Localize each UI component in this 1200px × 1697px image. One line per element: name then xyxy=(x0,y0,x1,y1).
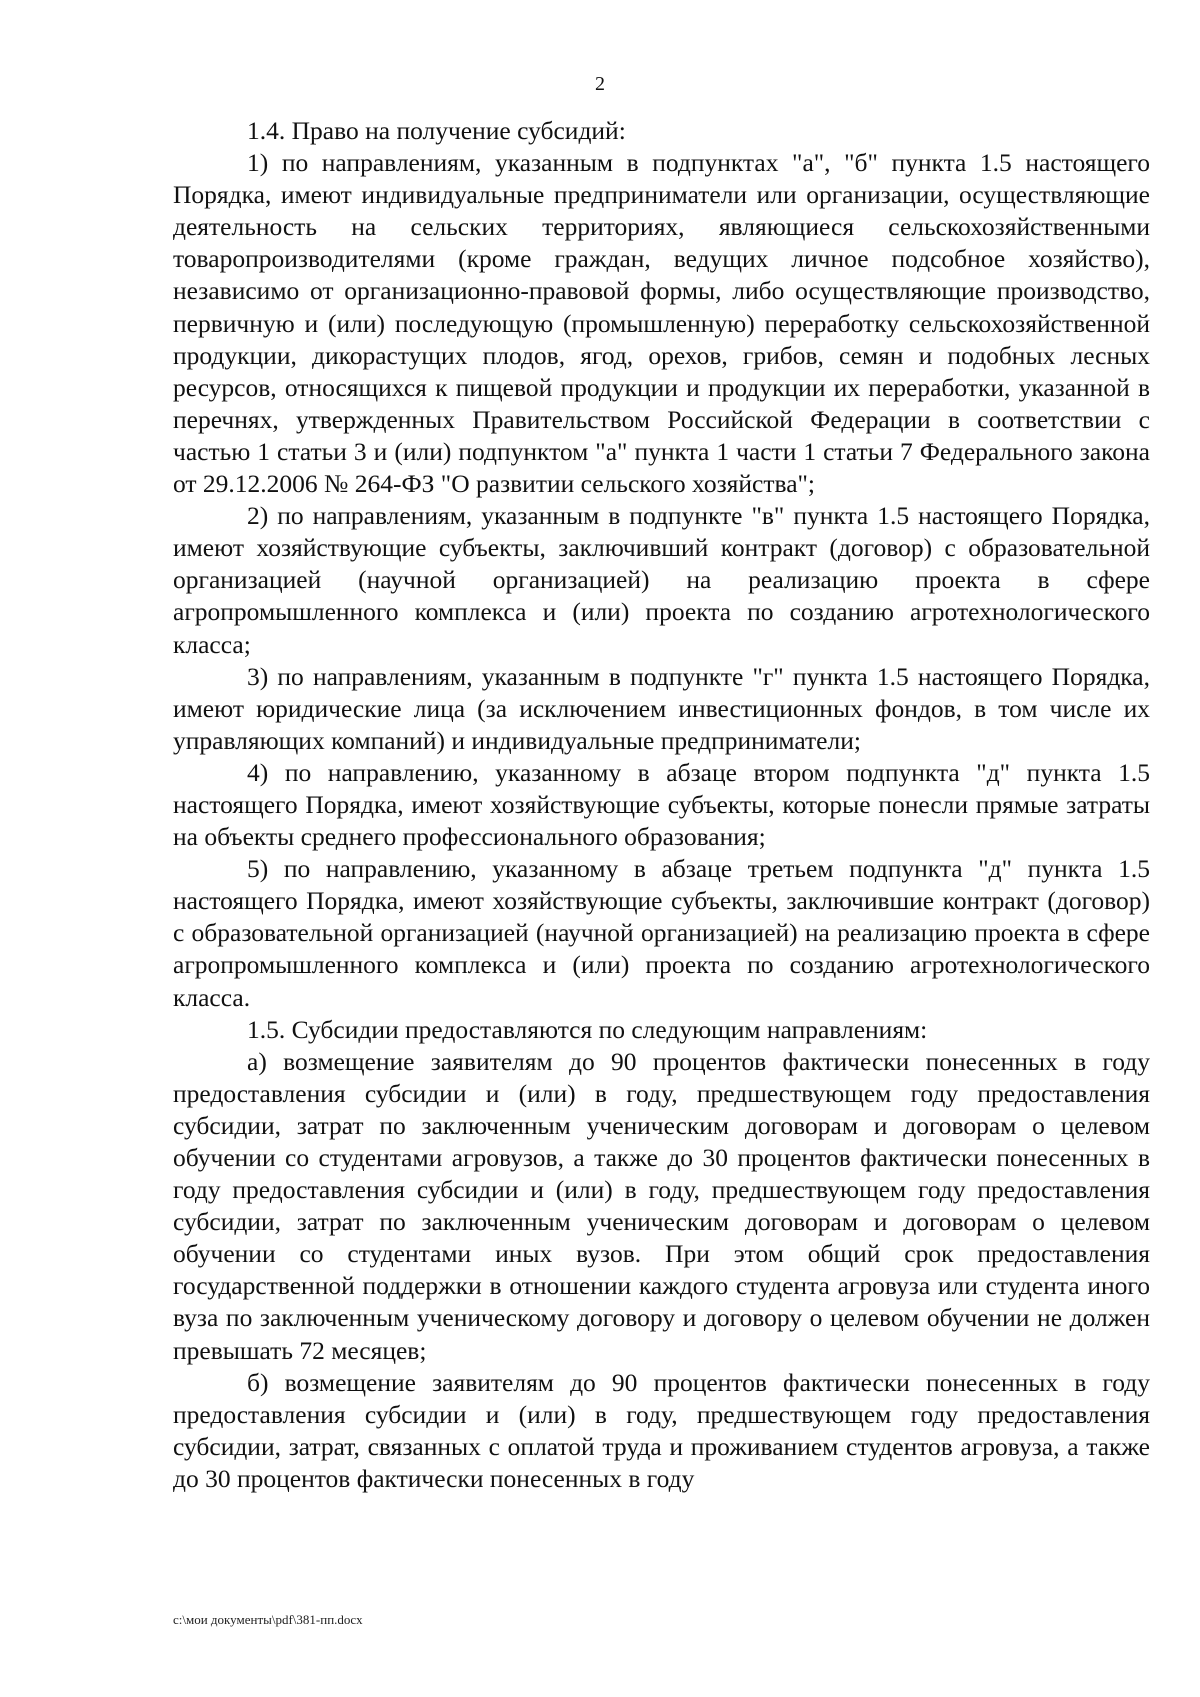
paragraph-1-4-heading: 1.4. Право на получение субсидий: xyxy=(247,116,626,145)
paragraph-item-b: б) возмещение заявителям до 90 процентов фактически понесенных в году предоставления субсидии и (или) в году, предшествующем году предоставления субсидии, затрат, связанных с оплатой труда и проживанием студентов агровуза, а также до 30 процентов фактически понесенных в году xyxy=(173,1367,1150,1493)
paragraph-item-5: 5) по направлению, указанному в абзаце третьем подпункта "д" пункта 1.5 настоящего Порядка, имеют хозяйствующие субъекты, заключившие контракт (договор) с образовательной организацией (научной организацией) на реализацию проекта в сфере агропромышленного комплекса и (или) проекта по созданию агротехнологического класса. xyxy=(173,854,1150,1012)
paragraph-item-3: 3) по направлениям, указанным в подпункте "г" пункта 1.5 настоящего Порядка, имеют юридические лица (за исключением инвестиционных фондов, в том числе их управляющих компаний) и индивидуальные предприниматели; xyxy=(173,661,1150,755)
paragraph-item-1: 1) по направлениям, указанным в подпунктах "а", "б" пункта 1.5 настоящего Порядка, имеют индивидуальные предприниматели или организации, осуществляющие деятельность на сельских территориях, являющиеся сельскохозяйственными товаропроизводителями (кроме граждан, ведущих личное подсобное хозяйство), независимо от организационно-правовой формы, либо осуществляющие производство, первичную и (или) последующую (промышленную) переработку сельскохозяйственной продукции, дикорастущих плодов, ягод, орехов, грибов, семян и подобных лесных ресурсов, относящихся к пищевой продукции и продукции их переработки, указанной в перечнях, утвержденных Правительством Российской Федерации в соответствии с частью 1 статьи 3 и (или) подпунктом "а" пункта 1 части 1 статьи 7 Федерального закона от 29.12.2006 № 264-ФЗ "О развитии сельского хозяйства"; xyxy=(173,148,1150,499)
paragraph-1-5-heading: 1.5. Субсидии предоставляются по следующим направлениям: xyxy=(247,1014,928,1044)
document-body xyxy=(173,115,1150,1495)
paragraph-item-2: 2) по направлениям, указанным в подпункте "в" пункта 1.5 настоящего Порядка, имеют хозяйствующие субъекты, заключивший контракт (договор) с образовательной организацией (научной организацией) на реализацию проекта в сфере агропромышленного комплекса и (или) проекта по созданию агротехнологического класса; xyxy=(173,501,1150,659)
paragraph-item-a: а) возмещение заявителям до 90 процентов фактически понесенных в году предоставления субсидии и (или) в году, предшествующем году предоставления субсидии, затрат по заключенным ученическим договорам и договорам о целевом обучении со студентами агровузов, а также до 30 процентов фактически понесенных в году предоставления субсидии и (или) в году, предшествующем году предоставления субсидии, затрат по заключенным ученическим договорам и договорам о целевом обучении со студентами иных вузов. При этом общий срок предоставления государственной поддержки в отношении каждого студента агровуза или студента иного вуза по заключенным ученическому договору и договору о целевом обучении не должен превышать 72 месяцев; xyxy=(173,1046,1150,1365)
paragraph-item-4: 4) по направлению, указанному в абзаце втором подпункта "д" пункта 1.5 настоящего Порядка, имеют хозяйствующие субъекты, которые понесли прямые затраты на объекты среднего профессионального образования; xyxy=(173,757,1150,852)
footer-file-path: c:\мои документы\pdf\381-пп.docx xyxy=(173,1612,363,1627)
page-number: 2 xyxy=(595,73,605,95)
